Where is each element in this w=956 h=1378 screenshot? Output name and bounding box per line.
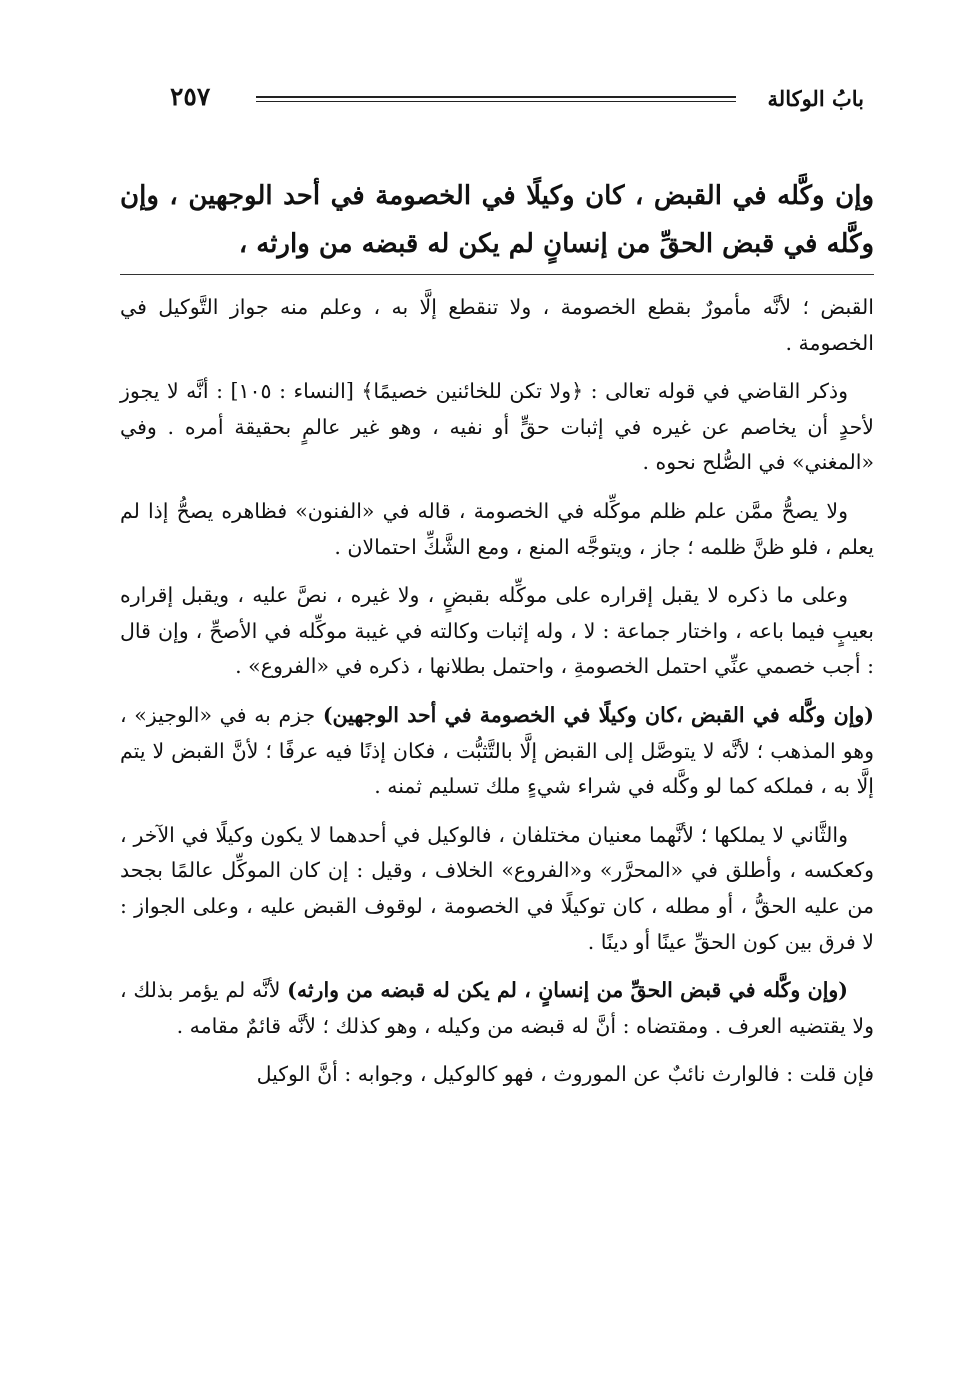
paragraph-text: والثَّاني لا يملكها ؛ لأنَّهما معنيان مختلفان ، فالوكيل في أحدهما لا يكون وكيلًا في الآخر ، وكعكسه ، وأطلق في «المحرَّر» و«الفروع» الخلاف ، وقيل : إن كان الموكِّل عالمًا بجحد من عليه الحقُّ ، أو مطله ، كان توكيلًا في الخصومة ، لوقوف القبض عليه ، وعلى الجواز : لا فرق بين كون الحقِّ عينًا أو دينًا . xyxy=(120,822,874,954)
paragraph xyxy=(120,818,874,960)
paragraph xyxy=(120,973,874,1044)
paragraph-text: فإن قلت : فالوارث نائبٌ عن الموروث ، فهو كالوكيل ، وجوابه : أنَّ الوكيل xyxy=(256,1062,874,1087)
matn-quote: (وإن وكَّله في القبض ،كان وكيلًا في الخصومة في أحد الوجهين) xyxy=(322,702,874,727)
matn-quote: (وإن وكَّله في قبض الحقِّ من إنسانٍ ، لم يكن له قبضه من وارثه) xyxy=(287,978,848,1003)
paragraph-text: وذكر القاضي في قوله تعالى : ﴿ولا تكن للخائنين خصيمًا﴾ [النساء : ١٠٥] : أنَّه لا يجوز لأحدٍ أن يخاصم عن غيره في إثبات حقٍّ أو نفيه ، وهو غير عالمٍ بحقيقة أمره . وفي «المغني» في الصُّلح نحوه . xyxy=(120,379,874,475)
paragraph xyxy=(120,290,874,361)
header-rule xyxy=(256,96,736,102)
chapter-title: بابُ الوكالة xyxy=(767,86,864,111)
page-number: ٢٥٧ xyxy=(170,82,211,111)
paragraph xyxy=(120,374,874,481)
paragraph xyxy=(120,698,874,805)
page-header xyxy=(170,82,864,122)
matn-separator xyxy=(120,274,874,275)
paragraph-text: لأنَّه لم يؤمر بذلك ، ولا يقتضيه العرف . ومقتضاه : أنَّ له قبضه من وكيله ، وهو كذلك ؛ لأنَّه قائمٌ مقامه . xyxy=(120,978,874,1038)
commentary-body xyxy=(120,290,874,1106)
paragraph xyxy=(120,494,874,565)
matn-text: وإن وكَّله في القبض ، كان وكيلًا في الخصومة في أحد الوجهين ، وإن وكَّله في قبض الحقِّ من إنسانٍ لم يكن له قبضه من وارثه ، xyxy=(120,181,874,259)
paragraph xyxy=(120,578,874,685)
paragraph xyxy=(120,1057,874,1093)
paragraph-text: وعلى ما ذكره لا يقبل إقراره على موكِّله بقبضٍ ، ولا غيره ، نصَّ عليه ، ويقبل إقراره بعيبٍ فيما باعه ، واختار جماعة : لا ، وله إثبات وكالته في غيبة موكِّله في الأصحِّ ، وإن قال : أجب خصمي عنِّي احتمل الخصومةِ ، واحتمل بطلانها ، ذكره في «الفروع» . xyxy=(120,583,874,679)
paragraph-text: جزم به في «الوجيز» ، وهو المذهب ؛ لأنَّه لا يتوصَّل إلى القبض إلَّا بالتَّثبُّت ، فكان إذنًا فيه عرفًا ؛ لأنَّ القبض لا يتم إلَّا به ، فملكه كما لو وكَّله في شراء شيءٍ ملك تسليم ثمنه . xyxy=(120,702,874,799)
paragraph-text: ولا يصحُّ ممَّن علم ظلم موكِّله في الخصومة ، قاله في «الفنون» فظاهره يصحُّ إذا لم يعلم ، فلو ظنَّ ظلمه ؛ جاز ، ويتوجَّه المنع ، ومع الشَّكِّ احتمالان . xyxy=(120,498,874,559)
paragraph-text: القبض ؛ لأنَّه مأمورٌ بقطع الخصومة ، ولا تنقطع إلَّا به ، وعلم منه جواز التَّوكيل في الخصومة . xyxy=(120,295,874,355)
